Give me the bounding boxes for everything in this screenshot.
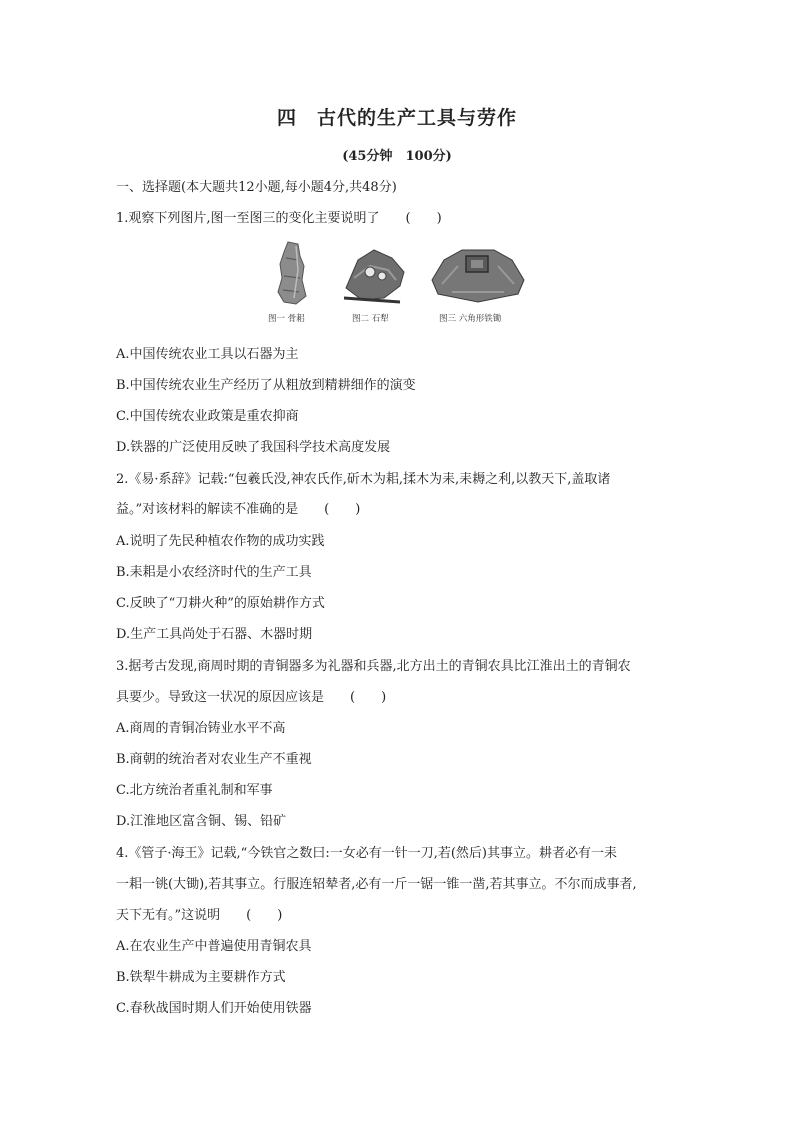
- question-1-figures: [266, 238, 536, 328]
- question-3-stem-line-1: 3.据考古发现,商周时期的青铜器多为礼器和兵器,北方出土的青铜农具比江淮出土的青铜农: [116, 659, 631, 674]
- question-4-stem-line-2: 一耜一铫(大锄),若其事立。行服连轺辇者,必有一斤一锯一锥一凿,若其事立。不尔而成事者,: [116, 877, 637, 892]
- question-3-option-d[interactable]: D.江淮地区富含铜、锡、铅矿: [116, 814, 287, 829]
- question-2-option-a[interactable]: A.说明了先民种植农作物的成功实践: [116, 534, 325, 549]
- question-4-stem-line-3: 天下无有。”这说明: [116, 908, 221, 923]
- question-1-text: 1.观察下列图片,图一至图三的变化主要说明了: [116, 211, 380, 226]
- question-3-option-c[interactable]: C.北方统治者重礼制和军事: [116, 783, 273, 798]
- answer-blank: ( ): [246, 908, 283, 923]
- question-1-stem: [116, 207, 442, 226]
- question-4-option-b[interactable]: B.铁犁牛耕成为主要耕作方式: [116, 970, 286, 985]
- bone-spade-image: [274, 240, 310, 306]
- question-2-stem-line-2: 益。”对该材料的解读不准确的是: [116, 502, 299, 517]
- iron-hoe-image: [428, 244, 528, 306]
- figure-1-caption: 图一 骨耜: [268, 314, 305, 324]
- section-heading: 一、选择题(本大题共12小题,每小题4分,共48分): [116, 180, 397, 195]
- answer-blank: ( ): [350, 690, 387, 705]
- question-3-option-b[interactable]: B.商朝的统治者对农业生产不重视: [116, 752, 312, 767]
- figure-3-caption: 图三 六角形铁锄: [439, 314, 502, 324]
- question-2-stem: [116, 498, 360, 517]
- question-3-stem: [116, 686, 386, 705]
- question-3-stem-line-2: 具要少。导致这一状况的原因应该是: [116, 690, 325, 705]
- answer-blank: ( ): [405, 211, 442, 226]
- answer-blank: ( ): [324, 502, 361, 517]
- figure-2-caption: 图二 石犁: [352, 314, 389, 324]
- question-2-option-c[interactable]: C.反映了“刀耕火种”的原始耕作方式: [116, 596, 325, 611]
- question-1-option-b[interactable]: B.中国传统农业生产经历了从粗放到精耕细作的演变: [116, 378, 416, 393]
- page-title: 四 古代的生产工具与劳作: [276, 107, 517, 129]
- question-2-option-d[interactable]: D.生产工具尚处于石器、木器时期: [116, 627, 313, 642]
- stone-plow-image: [340, 248, 410, 306]
- question-4-stem-line-1: 4.《管子·海王》记载,“今铁官之数曰:一女必有一针一刀,若(然后)其事立。耕者必有一耒: [116, 846, 617, 861]
- question-3-option-a[interactable]: A.商周的青铜冶铸业水平不高: [116, 721, 286, 736]
- question-2-option-b[interactable]: B.耒耜是小农经济时代的生产工具: [116, 565, 312, 580]
- question-1-option-c[interactable]: C.中国传统农业政策是重农抑商: [116, 409, 299, 424]
- question-4-stem: [116, 904, 282, 923]
- time-and-score: (45分钟 100分): [342, 149, 452, 164]
- question-2-stem-line-1: 2.《易·系辞》记载:“包羲氏没,神农氏作,斫木为耜,揉木为耒,耒耨之利,以教天下,盖取诸: [116, 472, 611, 487]
- question-4-option-c[interactable]: C.春秋战国时期人们开始使用铁器: [116, 1001, 312, 1016]
- question-1-option-a[interactable]: A.中国传统农业工具以石器为主: [116, 347, 299, 362]
- question-4-option-a[interactable]: A.在农业生产中普遍使用青铜农具: [116, 939, 312, 954]
- question-1-option-d[interactable]: D.铁器的广泛使用反映了我国科学技术高度发展: [116, 440, 391, 455]
